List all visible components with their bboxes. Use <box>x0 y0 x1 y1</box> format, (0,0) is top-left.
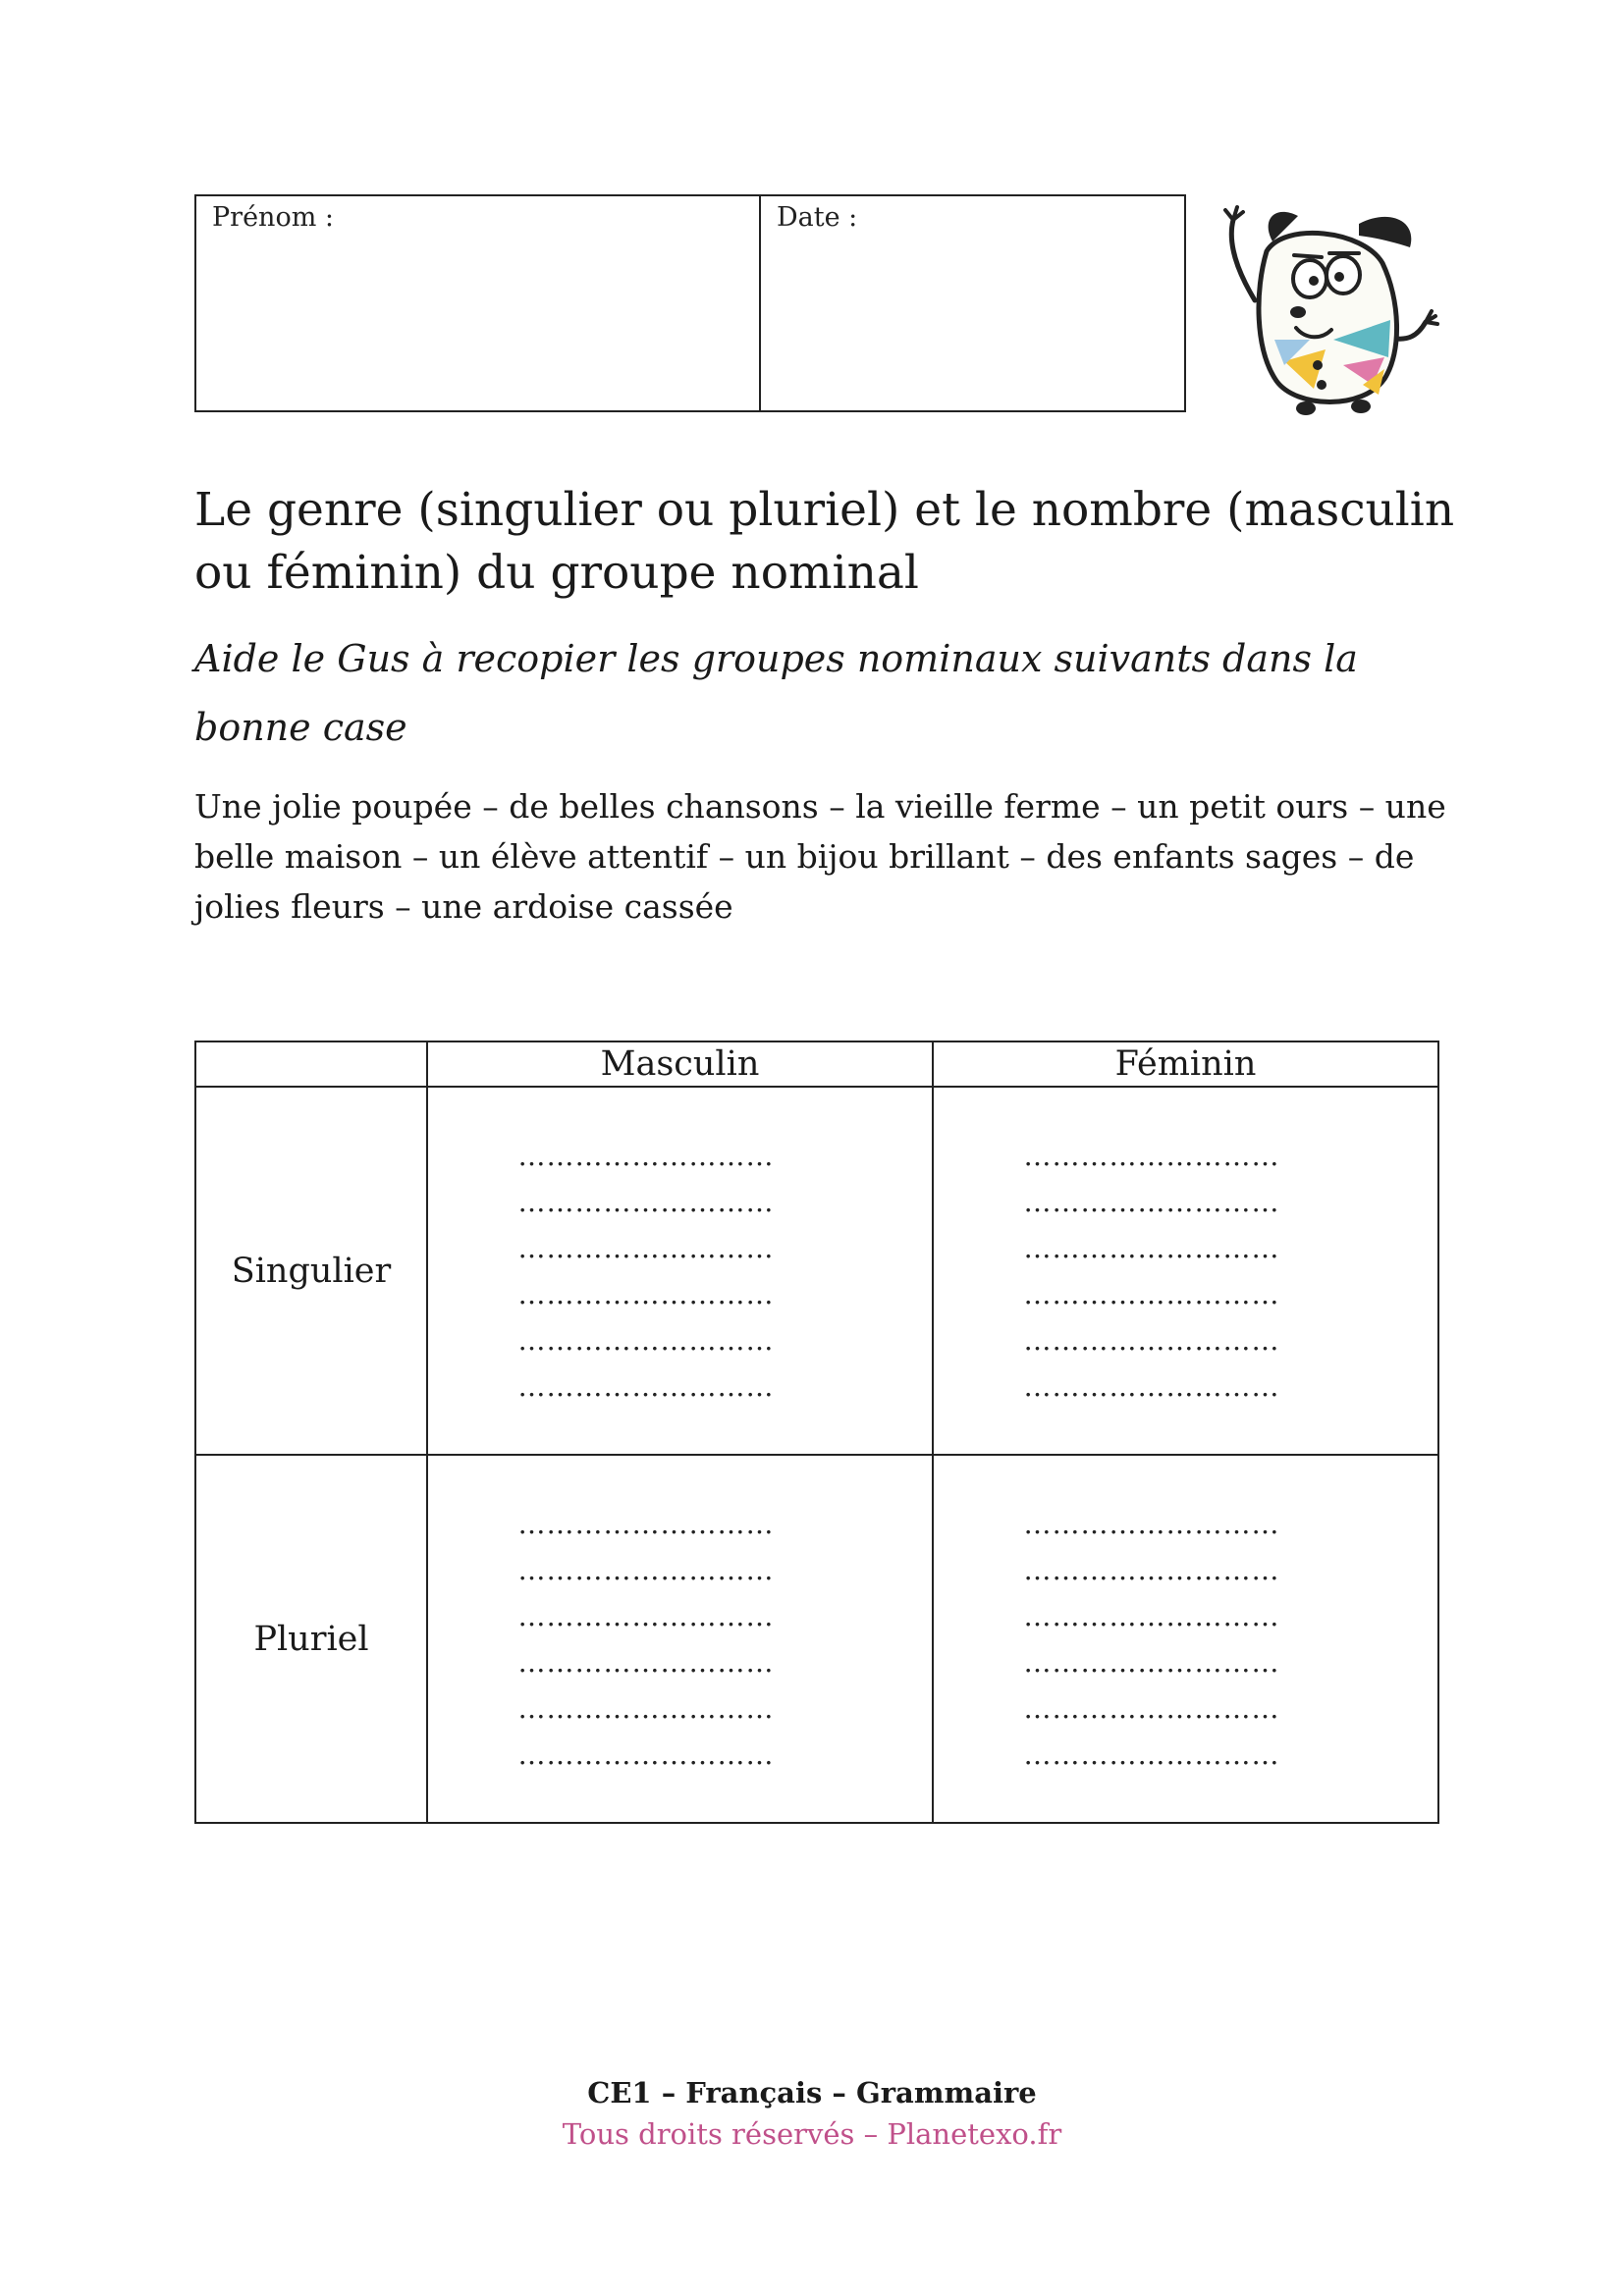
answer-line[interactable]: ……………………… <box>517 1277 775 1310</box>
answer-line[interactable]: ……………………… <box>1023 1185 1280 1218</box>
answer-line[interactable]: ……………………… <box>1023 1277 1280 1310</box>
footer-subject: CE1 – Français – Grammaire <box>587 2076 1037 2109</box>
answer-line[interactable]: ……………………… <box>517 1645 775 1679</box>
answer-line[interactable]: ……………………… <box>517 1599 775 1632</box>
table-row-singulier <box>195 1087 1438 1455</box>
worksheet-title: Le genre (singulier ou pluriel) et le nombre (masculin ou féminin) du groupe nominal <box>194 483 1455 600</box>
cell-singulier-feminin[interactable] <box>933 1087 1438 1455</box>
instruction-text: Aide le Gus à recopier les groupes nominaux suivants dans la bonne case <box>194 637 1358 749</box>
cell-pluriel-masculin[interactable] <box>427 1455 933 1823</box>
answer-line[interactable]: ……………………… <box>517 1553 775 1586</box>
answer-line[interactable]: ……………………… <box>1023 1553 1280 1586</box>
header-cell-feminin: Féminin <box>933 1041 1438 1087</box>
date-label: Date : <box>777 202 858 233</box>
answer-line[interactable]: ……………………… <box>517 1323 775 1357</box>
gender-number-table <box>194 1041 1439 1824</box>
header-cell-empty <box>195 1041 427 1087</box>
page-footer <box>0 2071 1624 2154</box>
answer-line[interactable]: ……………………… <box>517 1691 775 1725</box>
answer-lines <box>518 1501 842 1778</box>
answer-line[interactable]: ……………………… <box>517 1737 775 1771</box>
answer-lines <box>1024 1501 1348 1778</box>
answer-line[interactable]: ……………………… <box>517 1231 775 1264</box>
gus-mascot-icon <box>1216 192 1441 420</box>
answer-line[interactable]: ……………………… <box>1023 1507 1280 1540</box>
table-row-pluriel <box>195 1455 1438 1823</box>
cell-singulier-masculin[interactable] <box>427 1087 933 1455</box>
answer-line[interactable]: ……………………… <box>517 1507 775 1540</box>
answer-lines <box>1024 1133 1348 1410</box>
answer-line[interactable]: ……………………… <box>1023 1645 1280 1679</box>
prenom-field[interactable] <box>196 196 761 410</box>
answer-line[interactable]: ……………………… <box>1023 1139 1280 1172</box>
answer-lines <box>518 1133 842 1410</box>
header-cell-masculin: Masculin <box>427 1041 933 1087</box>
row-label-pluriel: Pluriel <box>195 1455 427 1823</box>
noun-phrase-list: Une jolie poupée – de belles chansons – la vieille ferme – un petit ours – une belle maison – un élève attentif – un bijou brillant – des enfants sages – de jolies fleurs – une ardoise cassée <box>194 787 1446 926</box>
answer-line[interactable]: ……………………… <box>517 1139 775 1172</box>
answer-line[interactable]: ……………………… <box>517 1185 775 1218</box>
answer-line[interactable]: ……………………… <box>1023 1737 1280 1771</box>
answer-line[interactable]: ……………………… <box>517 1369 775 1403</box>
name-date-box <box>194 194 1186 412</box>
footer-copyright-link[interactable]: Tous droits réservés – Planetexo.fr <box>562 2117 1062 2151</box>
answer-line[interactable]: ……………………… <box>1023 1599 1280 1632</box>
answer-line[interactable]: ……………………… <box>1023 1323 1280 1357</box>
date-field[interactable] <box>761 196 1184 410</box>
answer-line[interactable]: ……………………… <box>1023 1369 1280 1403</box>
row-label-singulier: Singulier <box>195 1087 427 1455</box>
answer-line[interactable]: ……………………… <box>1023 1231 1280 1264</box>
table-header-row <box>195 1041 1438 1087</box>
answer-line[interactable]: ……………………… <box>1023 1691 1280 1725</box>
cell-pluriel-feminin[interactable] <box>933 1455 1438 1823</box>
prenom-label: Prénom : <box>212 202 334 233</box>
